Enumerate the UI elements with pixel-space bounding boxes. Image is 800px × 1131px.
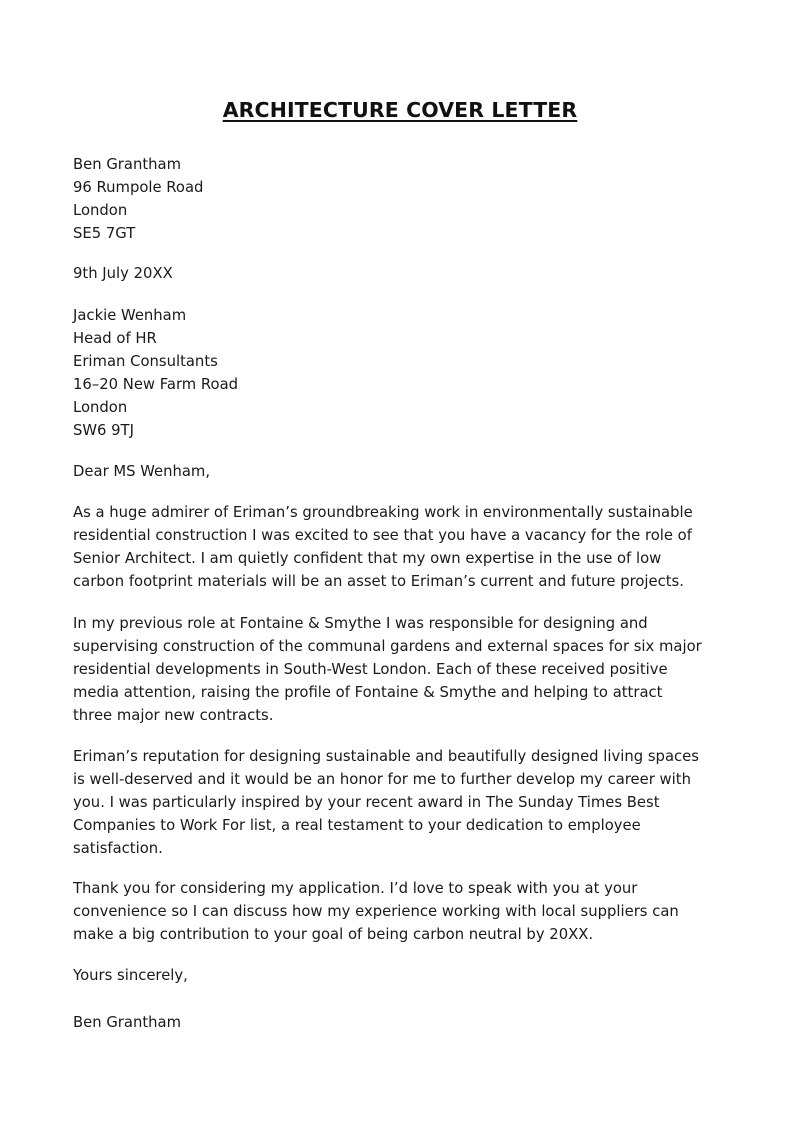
paragraph-line: As a huge admirer of Eriman’s groundbreaking work in environmentally sustainable bbox=[73, 504, 693, 521]
sender-city: London bbox=[73, 202, 128, 219]
paragraph-line: Thank you for considering my application. I’d love to speak with you at your bbox=[73, 880, 638, 897]
sender-street: 96 Rumpole Road bbox=[73, 179, 204, 196]
paragraph-company-praise bbox=[73, 745, 745, 860]
salutation bbox=[73, 460, 745, 483]
paragraph-line: make a big contribution to your goal of being carbon neutral by 20XX. bbox=[73, 926, 594, 943]
sender-address bbox=[73, 153, 745, 245]
paragraph-line: carbon footprint materials will be an asset to Eriman’s current and future projects. bbox=[73, 573, 684, 590]
valediction bbox=[73, 964, 745, 987]
valediction-text: Yours sincerely, bbox=[73, 967, 188, 984]
recipient-title: Head of HR bbox=[73, 330, 157, 347]
paragraph-line: Senior Architect. I am quietly confident that my own expertise in the use of low bbox=[73, 550, 662, 567]
paragraph-line: Companies to Work For list, a real testament to your dedication to employee bbox=[73, 817, 641, 834]
paragraph-line: is well-deserved and it would be an honor for me to further develop my career with bbox=[73, 771, 691, 788]
paragraph-line: satisfaction. bbox=[73, 840, 163, 857]
paragraph-line: residential developments in South-West London. Each of these received positive bbox=[73, 661, 668, 678]
recipient-address bbox=[73, 304, 745, 442]
recipient-postcode: SW6 9TJ bbox=[73, 422, 134, 439]
paragraph-line: supervising construction of the communal gardens and external spaces for six major bbox=[73, 638, 702, 655]
recipient-name: Jackie Wenham bbox=[73, 307, 187, 324]
signature bbox=[73, 1011, 745, 1034]
document-title: ARCHITECTURE COVER LETTER bbox=[222, 98, 578, 122]
paragraph-line: Eriman’s reputation for designing sustainable and beautifully designed living spaces bbox=[73, 748, 699, 765]
paragraph-intro bbox=[73, 501, 745, 593]
paragraph-line: convenience so I can discuss how my experience working with local suppliers can bbox=[73, 903, 679, 920]
recipient-street: 16–20 New Farm Road bbox=[73, 376, 239, 393]
sender-postcode: SE5 7GT bbox=[73, 225, 136, 242]
paragraph-line: three major new contracts. bbox=[73, 707, 274, 724]
signature-name: Ben Grantham bbox=[73, 1014, 181, 1031]
paragraph-line: media attention, raising the profile of Fontaine & Smythe and helping to attract bbox=[73, 684, 663, 701]
recipient-company: Eriman Consultants bbox=[73, 353, 218, 370]
sender-name: Ben Grantham bbox=[73, 156, 181, 173]
letter-date bbox=[73, 262, 745, 285]
paragraph-experience bbox=[73, 612, 745, 727]
paragraph-closing bbox=[73, 877, 745, 946]
paragraph-line: In my previous role at Fontaine & Smythe I was responsible for designing and bbox=[73, 615, 648, 632]
date-text: 9th July 20XX bbox=[73, 265, 173, 282]
salutation-text: Dear MS Wenham, bbox=[73, 463, 211, 480]
paragraph-line: you. I was particularly inspired by your recent award in The Sunday Times Best bbox=[73, 794, 660, 811]
recipient-city: London bbox=[73, 399, 128, 416]
paragraph-line: residential construction I was excited to see that you have a vacancy for the role of bbox=[73, 527, 692, 544]
